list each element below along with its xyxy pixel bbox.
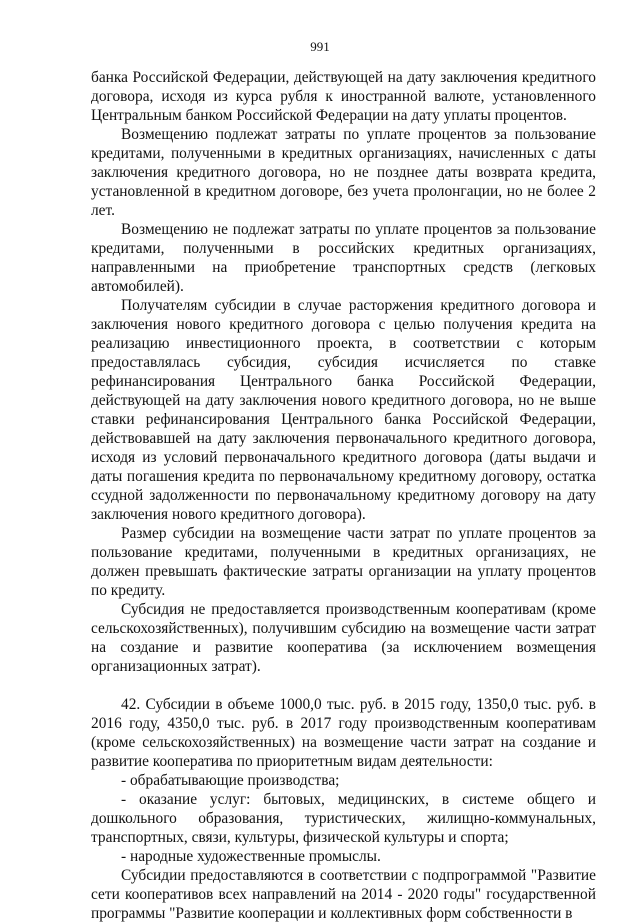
page-number: 991: [310, 39, 330, 54]
paragraph: Получателям субсидии в случае расторжения кредитного договора и заключения нового кредитного договора с целью получения кредита на реализацию инвестиционного проекта, в соответствии с которым предоставлялась субсидия, субсидия исчисляется по ставке рефинансирования Центрального банка Российской Федерации, действующей на дату заключения нового кредитного договора, но не выше ставки рефинансирования Центрального банка Российской Федерации, действовавшей на дату заключения первоначального кредитного договора, исходя из условий первоначального кредитного договора (даты выдачи и даты погашения кредита по первоначальному кредитному договору, остатка ссудной задолженности по первоначальному кредитному договору на дату заключения нового кредитного договора).: [91, 297, 596, 523]
paragraph: Субсидии предоставляются в соответствии с подпрограммой "Развитие сети кооперативов всех направлений на 2014 - 2020 годы" государственной программы "Развитие кооперации и коллективных форм собственности в: [91, 867, 596, 922]
paragraph: Субсидия не предоставляется производственным кооперативам (кроме сельскохозяйственных), получившим субсидию на возмещение части затрат на создание и развитие кооператива (за исключением возмещения организационных затрат).: [91, 601, 596, 675]
paragraph: - оказание услуг: бытовых, медицинских, в системе общего и дошкольного образования, туристических, жилищно-коммунальных, транспортных, связи, культуры, физической культуры и спорта;: [91, 791, 596, 846]
paragraph: Возмещению не подлежат затраты по уплате процентов за пользование кредитами, полученными в российских кредитных организациях, направленными на приобретение транспортных средств (легковых автомобилей).: [91, 221, 596, 295]
paragraph: Возмещению подлежат затраты по уплате процентов за пользование кредитами, полученными в кредитных организациях, начисленных с даты заключения кредитного договора, но не позднее даты возврата кредита, установленной в кредитном договоре, без учета пролонгации, но не более 2 лет.: [91, 126, 596, 219]
paragraph: 42. Субсидии в объеме 1000,0 тыс. руб. в 2015 году, 1350,0 тыс. руб. в 2016 году, 4350,0 тыс. руб. в 2017 году производственным кооперативам (кроме сельскохозяйственных) на возмещение части затрат на создание и развитие кооператива по приоритетным видам деятельности:: [91, 696, 596, 770]
paragraph: банка Российской Федерации, действующей на дату заключения кредитного договора, исходя из курса рубля к иностранной валюте, установленного Центральным банком Российской Федерации на дату уплаты процентов.: [91, 69, 596, 124]
paragraph: - обрабатывающие производства;: [121, 772, 340, 789]
document-body: [91, 68, 596, 923]
paragraph: - народные художественные промыслы.: [121, 848, 381, 865]
paragraph: Размер субсидии на возмещение части затрат по уплате процентов за пользование кредитами, полученными в кредитных организациях, не должен превышать фактические затраты организации на уплату процентов по кредиту.: [91, 525, 596, 599]
